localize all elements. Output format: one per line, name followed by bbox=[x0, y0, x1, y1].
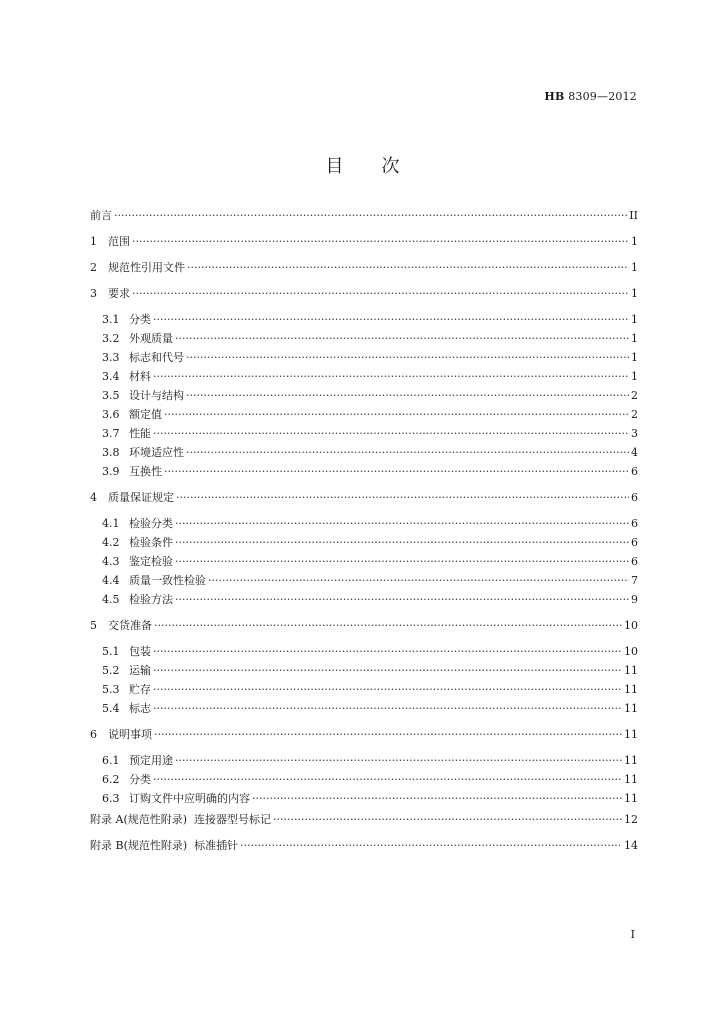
toc-entry[interactable] bbox=[102, 644, 638, 660]
toc-entry-number: 3.6 bbox=[102, 408, 120, 421]
document-code-number: 8309—2012 bbox=[564, 90, 637, 103]
toc-entry[interactable] bbox=[102, 535, 638, 551]
toc-entry-label: 外观质量 bbox=[129, 332, 173, 345]
toc-entry[interactable] bbox=[102, 753, 638, 769]
toc-leader-dots bbox=[153, 644, 622, 660]
toc-leader-dots bbox=[175, 592, 629, 608]
toc-entry-number: 3.8 bbox=[102, 446, 120, 459]
toc-entry[interactable] bbox=[102, 554, 638, 570]
toc-leader-dots bbox=[132, 234, 629, 250]
toc-entry[interactable] bbox=[102, 573, 638, 589]
toc-entry-label: 说明事项 bbox=[108, 728, 152, 741]
toc-entry-label: 设计与结构 bbox=[129, 389, 184, 402]
toc-entry-label: 范围 bbox=[108, 235, 130, 248]
toc-entry-label: 鉴定检验 bbox=[129, 555, 173, 568]
toc-entry-page: 7 bbox=[631, 574, 638, 587]
toc-entry-number: 1 bbox=[90, 235, 97, 248]
toc-entry-page: 10 bbox=[624, 619, 638, 632]
toc-entry[interactable] bbox=[90, 838, 638, 854]
toc-entry-page: 11 bbox=[624, 728, 638, 741]
toc-entry[interactable] bbox=[90, 490, 638, 506]
toc-entry-page: 1 bbox=[631, 287, 638, 300]
toc-entry-number: 6 bbox=[90, 728, 97, 741]
toc-entry-label: 附录 A(规范性附录) 连接器型号标记 bbox=[90, 813, 272, 826]
toc-entry-page: 2 bbox=[631, 408, 638, 421]
toc-entry[interactable] bbox=[102, 445, 638, 461]
toc-entry[interactable] bbox=[102, 369, 638, 385]
toc-leader-dots bbox=[175, 331, 629, 347]
toc-leader-dots bbox=[175, 535, 629, 551]
toc-entry[interactable] bbox=[102, 701, 638, 717]
page-title: 目次 bbox=[325, 156, 438, 177]
toc-entry-number: 3.5 bbox=[102, 389, 120, 402]
toc-leader-dots bbox=[252, 791, 622, 807]
toc-leader-dots bbox=[153, 682, 622, 698]
toc-leader-dots bbox=[153, 369, 629, 385]
toc-entry-label: 要求 bbox=[108, 287, 130, 300]
toc-leader-dots bbox=[164, 464, 629, 480]
toc-leader-dots bbox=[176, 490, 629, 506]
toc-leader-dots bbox=[240, 838, 622, 854]
toc-entry-number: 4.3 bbox=[102, 555, 120, 568]
toc-entry-page: 1 bbox=[631, 351, 638, 364]
toc-entry-label: 标志 bbox=[129, 702, 151, 715]
toc-entry[interactable] bbox=[102, 592, 638, 608]
toc-entry-label: 质量一致性检验 bbox=[129, 574, 206, 587]
toc-entry-label: 包装 bbox=[129, 645, 151, 658]
toc-entry-number: 3.7 bbox=[102, 427, 120, 440]
toc-leader-dots bbox=[187, 260, 629, 276]
toc-entry[interactable] bbox=[102, 312, 638, 328]
toc-entry-page: 11 bbox=[624, 792, 638, 805]
toc-entry-label: 材料 bbox=[129, 370, 151, 383]
toc-entry[interactable] bbox=[90, 260, 638, 276]
toc-entry-label: 规范性引用文件 bbox=[108, 261, 185, 274]
document-code-prefix: HB bbox=[544, 90, 565, 103]
toc-entry-page: 1 bbox=[631, 370, 638, 383]
toc-leader-dots bbox=[208, 573, 629, 589]
toc-entry[interactable] bbox=[102, 464, 638, 480]
toc-entry[interactable] bbox=[102, 682, 638, 698]
toc-entry-number: 4.2 bbox=[102, 536, 120, 549]
toc-entry-page: 6 bbox=[631, 517, 638, 530]
toc-entry-number: 4.4 bbox=[102, 574, 120, 587]
toc-entry-page: 12 bbox=[624, 813, 638, 826]
document-code bbox=[544, 90, 637, 103]
toc-entry-label: 性能 bbox=[129, 427, 151, 440]
toc-entry-page: 1 bbox=[631, 261, 638, 274]
toc-leader-dots bbox=[175, 516, 629, 532]
toc-entry-number: 5 bbox=[90, 619, 97, 632]
toc-entry-page: 9 bbox=[631, 593, 638, 606]
toc-entry-label: 附录 B(规范性附录) 标准插针 bbox=[90, 839, 239, 852]
toc-entry-label: 检验分类 bbox=[129, 517, 173, 530]
toc-entry-label: 互换性 bbox=[129, 465, 162, 478]
toc-entry-page: 11 bbox=[624, 773, 638, 786]
toc-entry-page: 11 bbox=[624, 664, 638, 677]
toc-entry[interactable] bbox=[102, 331, 638, 347]
toc-entry-number: 6.1 bbox=[102, 754, 120, 767]
toc-entry-page: 6 bbox=[631, 536, 638, 549]
toc-entry-number: 6.2 bbox=[102, 773, 120, 786]
toc-entry[interactable] bbox=[102, 663, 638, 679]
toc-entry-page: 11 bbox=[624, 702, 638, 715]
toc-leader-dots bbox=[153, 312, 629, 328]
toc-leader-dots bbox=[153, 426, 629, 442]
toc-entry-label: 额定值 bbox=[129, 408, 162, 421]
toc-entry-number: 3.9 bbox=[102, 465, 120, 478]
toc-entry[interactable] bbox=[102, 426, 638, 442]
toc-leader-dots bbox=[114, 208, 627, 224]
toc-entry[interactable] bbox=[102, 407, 638, 423]
toc-entry-page: 1 bbox=[631, 235, 638, 248]
toc-leader-dots bbox=[153, 663, 622, 679]
toc-entry[interactable] bbox=[102, 350, 638, 366]
toc-leader-dots bbox=[186, 445, 629, 461]
toc-entry-label: 运输 bbox=[129, 664, 151, 677]
toc-entry[interactable] bbox=[102, 388, 638, 404]
toc-entry-label: 分类 bbox=[129, 773, 151, 786]
toc-entry[interactable] bbox=[102, 772, 638, 788]
toc-entry-number: 6.3 bbox=[102, 792, 120, 805]
toc-entry-label: 分类 bbox=[129, 313, 151, 326]
toc-entry-label: 检验方法 bbox=[129, 593, 173, 606]
toc-entry-label: 预定用途 bbox=[129, 754, 173, 767]
toc-entry-page: 6 bbox=[631, 465, 638, 478]
toc-entry-number: 5.1 bbox=[102, 645, 120, 658]
toc-entry-page: 3 bbox=[631, 427, 638, 440]
toc-entry-label: 质量保证规定 bbox=[108, 491, 174, 504]
toc-entry-label: 订购文件中应明确的内容 bbox=[129, 792, 250, 805]
toc-leader-dots bbox=[273, 812, 622, 828]
toc-entry-number: 3.2 bbox=[102, 332, 120, 345]
toc-leader-dots bbox=[132, 286, 629, 302]
toc-entry-number: 5.2 bbox=[102, 664, 120, 677]
toc-entry[interactable] bbox=[90, 812, 638, 828]
toc-entry-number: 3.4 bbox=[102, 370, 120, 383]
toc-entry-page: II bbox=[629, 209, 638, 222]
toc-entry-label: 检验条件 bbox=[129, 536, 173, 549]
toc-entry-label: 前言 bbox=[90, 209, 112, 222]
page-number: I bbox=[630, 928, 635, 941]
toc-leader-dots bbox=[186, 388, 629, 404]
toc-entry-number: 5.3 bbox=[102, 683, 120, 696]
toc-entry-page: 14 bbox=[624, 839, 638, 852]
toc-entry-page: 1 bbox=[631, 332, 638, 345]
toc-leader-dots bbox=[175, 753, 622, 769]
toc-entry-number: 3 bbox=[90, 287, 97, 300]
toc-entry[interactable] bbox=[90, 208, 638, 224]
toc-leader-dots bbox=[153, 772, 622, 788]
toc-entry-number: 3.3 bbox=[102, 351, 120, 364]
toc-leader-dots bbox=[164, 407, 629, 423]
toc-entry[interactable] bbox=[102, 791, 638, 807]
toc-entry-page: 6 bbox=[631, 491, 638, 504]
toc-leader-dots bbox=[186, 350, 629, 366]
toc-entry-page: 10 bbox=[624, 645, 638, 658]
toc-entry-page: 11 bbox=[624, 683, 638, 696]
toc-leader-dots bbox=[154, 727, 622, 743]
toc-entry-number: 4.5 bbox=[102, 593, 120, 606]
toc-entry-page: 2 bbox=[631, 389, 638, 402]
toc-entry-label: 贮存 bbox=[129, 683, 151, 696]
toc-entry-page: 11 bbox=[624, 754, 638, 767]
toc-entry-page: 1 bbox=[631, 313, 638, 326]
toc-entry[interactable] bbox=[102, 516, 638, 532]
toc-entry[interactable] bbox=[90, 727, 638, 743]
toc-entry-label: 标志和代号 bbox=[129, 351, 184, 364]
toc-leader-dots bbox=[153, 701, 622, 717]
toc-entry-page: 6 bbox=[631, 555, 638, 568]
toc-entry-label: 环境适应性 bbox=[129, 446, 184, 459]
toc-entry-number: 5.4 bbox=[102, 702, 120, 715]
toc-entry-number: 2 bbox=[90, 261, 97, 274]
toc-entry-label: 交货准备 bbox=[108, 619, 152, 632]
toc-entry[interactable] bbox=[90, 618, 638, 634]
toc-entry-number: 3.1 bbox=[102, 313, 120, 326]
toc-entry-number: 4.1 bbox=[102, 517, 120, 530]
toc-leader-dots bbox=[175, 554, 629, 570]
toc-leader-dots bbox=[154, 618, 622, 634]
toc-entry-page: 4 bbox=[631, 446, 638, 459]
toc-entry[interactable] bbox=[90, 234, 638, 250]
toc-entry[interactable] bbox=[90, 286, 638, 302]
toc-entry-number: 4 bbox=[90, 491, 97, 504]
